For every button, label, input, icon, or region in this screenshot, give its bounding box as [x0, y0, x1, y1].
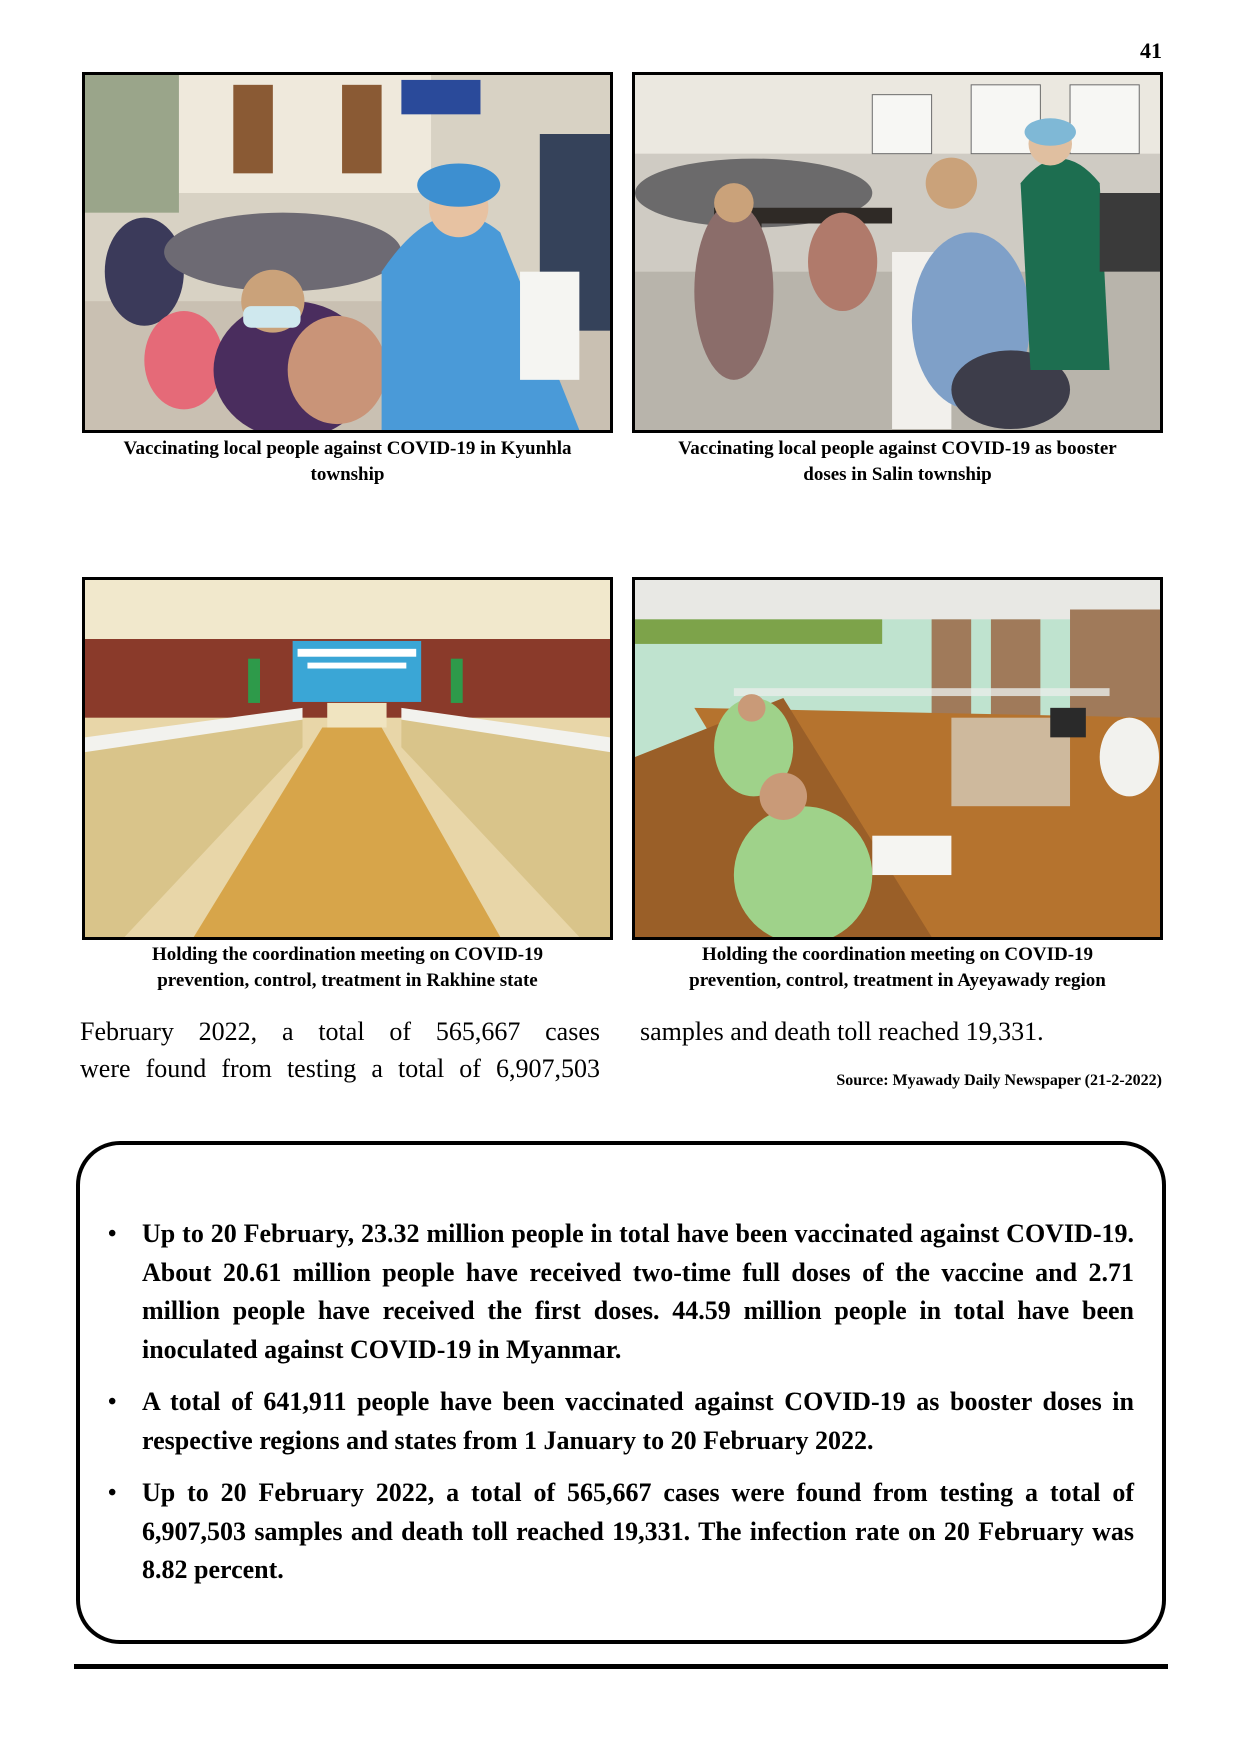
- photo-caption-salin: Vaccinating local people against COVID-19 as booster doses in Salin township: [678, 438, 1117, 485]
- summary-box: [76, 1141, 1166, 1644]
- body-text-left: February 2022, a total of 565,667 cases were found from testing a total of 6,907,503: [80, 1017, 600, 1083]
- summary-list: [108, 1215, 1134, 1604]
- photo-caption-rakhine: Holding the coordination meeting on COVID-19 prevention, control, treatment in Rakhine state: [151, 944, 544, 991]
- page-number: 41: [1140, 38, 1162, 63]
- summary-item: • A total of 641,911 people have been vaccinated against COVID-19 as booster doses in respective regions and states from 1 January to 20 February 2022.: [142, 1383, 1134, 1460]
- bottom-rule: [74, 1664, 1168, 1669]
- photo-caption-kyunhla: Vaccinating local people against COVID-19 in Kyunhla township: [123, 438, 572, 485]
- bullet-icon: •: [108, 1389, 117, 1415]
- summary-item: • Up to 20 February 2022, a total of 565,667 cases were found from testing a total of 6,907,503 samples and death toll reached 19,331. The infection rate on 20 February was 8.82 percent.: [142, 1474, 1134, 1590]
- source-citation: Source: Myawady Daily Newspaper (21-2-2022): [836, 1072, 1162, 1089]
- bullet-icon: •: [108, 1480, 117, 1506]
- bullet-icon: •: [108, 1221, 117, 1247]
- body-text-right: samples and death toll reached 19,331.: [640, 1017, 1044, 1046]
- photo-caption-ayeyawady: Holding the coordination meeting on COVID-19 prevention, control, treatment in Ayeyawady region: [689, 944, 1106, 991]
- photo-meeting-ayeyawady: [632, 577, 1163, 940]
- photo-meeting-rakhine: [82, 577, 613, 940]
- photo-vaccination-salin: [632, 72, 1163, 433]
- summary-item: • Up to 20 February, 23.32 million people in total have been vaccinated against COVID-19. About 20.61 million people have received two-time full doses of the vaccine and 2.71 million people have received the first doses. 44.59 million people in total have been inoculated against COVID-19 in Myanmar.: [142, 1215, 1134, 1369]
- photo-vaccination-kyunhla: [82, 72, 613, 433]
